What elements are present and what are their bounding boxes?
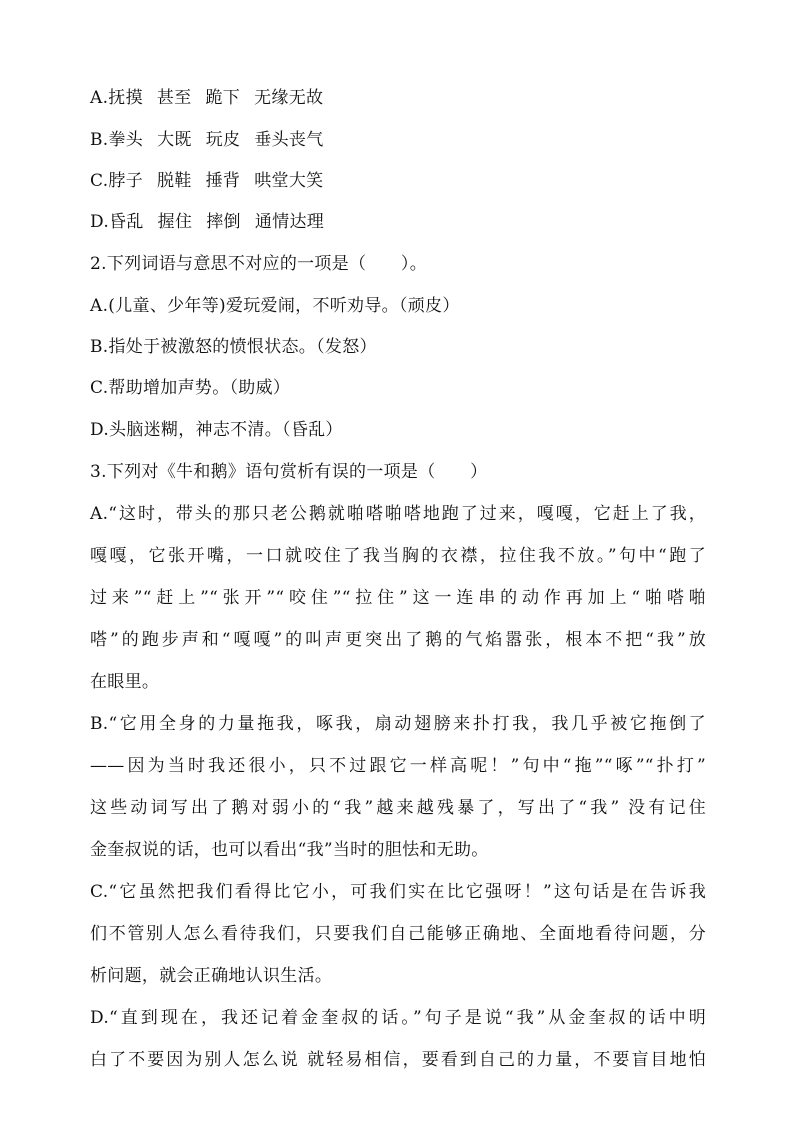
q3-option-d-line: 白了不要因为别人怎么说 就轻易相信，要看到自己的力量，不要盲目地怕 (90, 1050, 706, 1070)
q3-option-a-line: 嘎嘎，它张开嘴，一口就咬住了我当胸的衣襟，拉住我不放。”句中“跑了 (90, 546, 706, 566)
q1-option-d (90, 210, 706, 234)
option-word: 脖子 (108, 171, 144, 191)
option-label: C. (90, 171, 109, 191)
q3-stem: 3.下列对《牛和鹅》语句赏析有误的一项是（ ） (90, 462, 488, 482)
option-word: 捶背 (205, 171, 241, 191)
option-word: 甚至 (156, 88, 192, 108)
q2-option-d: D.头脑迷糊，神志不清。（昏乱） (90, 420, 343, 440)
option-word: 脱鞋 (157, 171, 192, 191)
q3-option-a-line: 嗒”的跑步声和“嘎嘎”的叫声更突出了鹅的气焰嚣张，根本不把“我”放 (90, 630, 706, 650)
option-label: B. (90, 130, 109, 150)
q3-option-c-line: 析问题，就会正确地认识生活。 (90, 966, 333, 986)
option-label: A. (90, 88, 109, 108)
option-label: D. (90, 212, 110, 232)
option-word: 抚摸 (108, 88, 143, 108)
q3-option-b-line: B.“它用全身的力量拖我，啄我，扇动翅膀来扑打我，我几乎被它拖倒了 (90, 714, 706, 734)
q3-option-c-line: 们不管别人怎么看待我们，只要我们自己能够正确地、全面地看待问题，分 (90, 924, 706, 944)
q2-option-b: B.指处于被激怒的愤恨状态。（发怒） (90, 337, 377, 357)
q3-option-a-line: 在眼里。 (90, 672, 160, 692)
option-word: 拳头 (108, 130, 144, 150)
q2-stem: 2.下列词语与意思不对应的一项是（ ）。 (90, 254, 428, 274)
q3-option-a-line: 过来”“赶上”“张开”“咬住”“拉住”这一连串的动作再加上“啪嗒啪 (90, 588, 706, 608)
option-word: 跪下 (205, 88, 241, 108)
option-word: 昏乱 (109, 212, 144, 232)
q1-option-c (90, 169, 706, 193)
option-word: 大既 (157, 130, 192, 150)
q2-option-a: A.(儿童、少年等)爱玩爱闹，不听劝导。（顽皮） (90, 296, 460, 316)
option-word: 垂头丧气 (254, 130, 324, 150)
q1-option-a (90, 86, 706, 110)
q3-option-a-line: A.“这时，带头的那只老公鹅就啪嗒啪嗒地跑了过来，嘎嘎，它赶上了我， (90, 504, 706, 524)
option-word: 通情达理 (254, 212, 325, 232)
option-word: 摔倒 (206, 212, 241, 232)
q1-option-b (90, 128, 706, 152)
q3-option-d-line: D.“直到现在，我还记着金奎叔的话。”句子是说“我”从金奎叔的话中明 (90, 1008, 706, 1028)
option-word: 玩皮 (205, 130, 241, 150)
q3-option-c-line: C.“它虽然把我们看得比它小，可我们实在比它强呀！”这句话是在告诉我 (90, 882, 706, 902)
q3-option-b-line: 这些动词写出了鹅对弱小的“我”越来越残暴了，写出了“我” 没有记住 (90, 798, 706, 818)
option-word: 握住 (157, 212, 193, 232)
option-word: 哄堂大笑 (254, 171, 324, 191)
q3-option-b-line: ——因为当时我还很小，只不过跟它一样高呢！”句中“拖”“啄”“扑打” (90, 756, 706, 776)
option-word: 无缘无故 (254, 88, 324, 108)
q3-option-b-line: 金奎叔说的话，也可以看出“我”当时的胆怯和无助。 (90, 840, 489, 860)
q2-option-c: C.帮助增加声势。（助威） (90, 378, 291, 398)
